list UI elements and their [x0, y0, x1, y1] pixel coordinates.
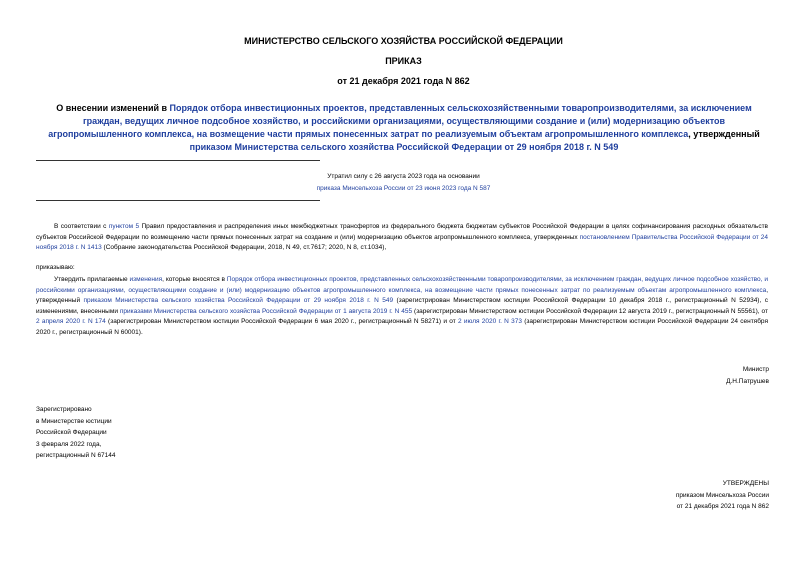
paragraph-text: , которые вносятся в [162, 276, 227, 283]
paragraph-text: (зарегистрирован Министерством юстиции Российской Федерации 10 декабря 2018 г., регистрационный N 52934), с изменениями, внесенными [36, 297, 768, 315]
divider [36, 160, 320, 161]
order-549-link[interactable]: приказом Министерства сельского хозяйства Российской Федерации от 29 ноября 2018 г. N 549 [83, 297, 394, 305]
clause-5-link[interactable]: пунктом 5 [108, 223, 140, 230]
changes-link[interactable]: изменения [129, 276, 163, 283]
paragraph-text: (Собрание законодательства Российской Федерации, 2018, N 49, ст.7617; 2020, N 8, ст.1034), [101, 244, 387, 252]
paragraph-text: , утвержденный [36, 286, 768, 305]
signatory-name: Д.Н.Патрушев [726, 378, 769, 385]
registration-line: Зарегистрировано [36, 406, 92, 413]
document-heading [36, 102, 772, 154]
procedure-link[interactable]: Порядок отбора инвестиционных проектов, представленных сельскохозяйственными товаропроизводителями, за исключением граждан, ведущих личное подсобное хозяйство, и российскими организациями, осуществляющими создание и (или) модернизацию объектов агропромышленного комплекса, на возмещение части прямых понесенных затрат по реализуемым объектам агропромышленного комплекса [36, 276, 768, 294]
document-type: ПРИКАЗ [385, 56, 422, 66]
paragraph-text: Правил предоставления и распределения иных межбюджетных трансфертов из федерального бюджета бюджетам субъектов Российской Федерации в целях софинансирования расходных обязательств субъектов Российской Федерации по возмещению части прямых понесенных затрат на создание и (или) модернизацию объектов агропромышленного комплекса, утвержденных [36, 223, 768, 241]
signatory-title: Министр [742, 366, 769, 373]
lost-force-note-line [0, 185, 807, 192]
paragraph-text: (зарегистрирован Министерством юстиции Российской Федерации 24 сентября 2020 г., регистрационный N 60001). [36, 318, 768, 336]
order-455-link[interactable]: приказами Министерства сельского хозяйства Российской Федерации от 1 августа 2019 г. N 455 [119, 307, 413, 315]
order-549-link[interactable]: приказом Министерства сельского хозяйства Российской Федерации от 29 ноября 2018 г. N 549 [189, 142, 619, 152]
approval-line: от 21 декабря 2021 года N 862 [676, 503, 769, 510]
divider [36, 200, 320, 201]
paragraph-text: (зарегистрирован Министерством юстиции Российской Федерации 12 августа 2019 г., регистрационный N 55561), от [412, 307, 768, 315]
preamble-paragraph [36, 222, 768, 254]
order-paragraph [36, 275, 768, 339]
heading-text: , утвержденный [688, 129, 760, 139]
paragraph-text: (зарегистрирован Министерством юстиции Российской Федерации 6 мая 2020 г., регистрационный N 58271) и от [105, 318, 458, 326]
paragraph-text: Утвердить прилагаемые [54, 276, 130, 283]
order-373-link[interactable]: 2 июля 2020 г. N 373 [457, 318, 522, 326]
lost-force-note: Утратил силу с 26 августа 2023 года на основании [327, 173, 480, 180]
heading-text: О внесении изменений в [56, 103, 170, 113]
paragraph-text: В соответствии с [54, 223, 109, 230]
registration-line: Российской Федерации [36, 429, 107, 436]
registration-line: в Министерстве юстиции [36, 418, 112, 425]
registration-line: 3 февраля 2022 года, [36, 441, 102, 448]
order-587-link[interactable]: приказа Минсельхоза России от 23 июня 2023 года N 587 [316, 185, 491, 192]
procedure-link[interactable]: Порядок отбора инвестиционных проектов, представленных сельскохозяйственными товаропроизводителями, за исключением граждан, ведущих личное подсобное хозяйство, и российскими организациями, осуществляющими создание и (или) модернизацию объектов агропромышленного комплекса, на возмещение части прямых понесенных затрат по реализуемым объектам агропромышленного комплекса [48, 103, 752, 139]
approval-line: УТВЕРЖДЕНЫ [722, 480, 769, 487]
document-date: от 21 декабря 2021 года N 862 [337, 76, 470, 86]
approval-line: приказом Минсельхоза России [675, 492, 769, 499]
orders-label: приказываю: [36, 264, 75, 271]
ministry-title: МИНИСТЕРСТВО СЕЛЬСКОГО ХОЗЯЙСТВА РОССИЙСКОЙ ФЕДЕРАЦИИ [244, 36, 563, 46]
order-174-link[interactable]: 2 апреля 2020 г. N 174 [36, 318, 106, 326]
resolution-1413-link[interactable]: постановлением Правительства Российской Федерации от 24 ноября 2018 г. N 1413 [36, 233, 768, 252]
registration-line: регистрационный N 67144 [36, 452, 116, 459]
